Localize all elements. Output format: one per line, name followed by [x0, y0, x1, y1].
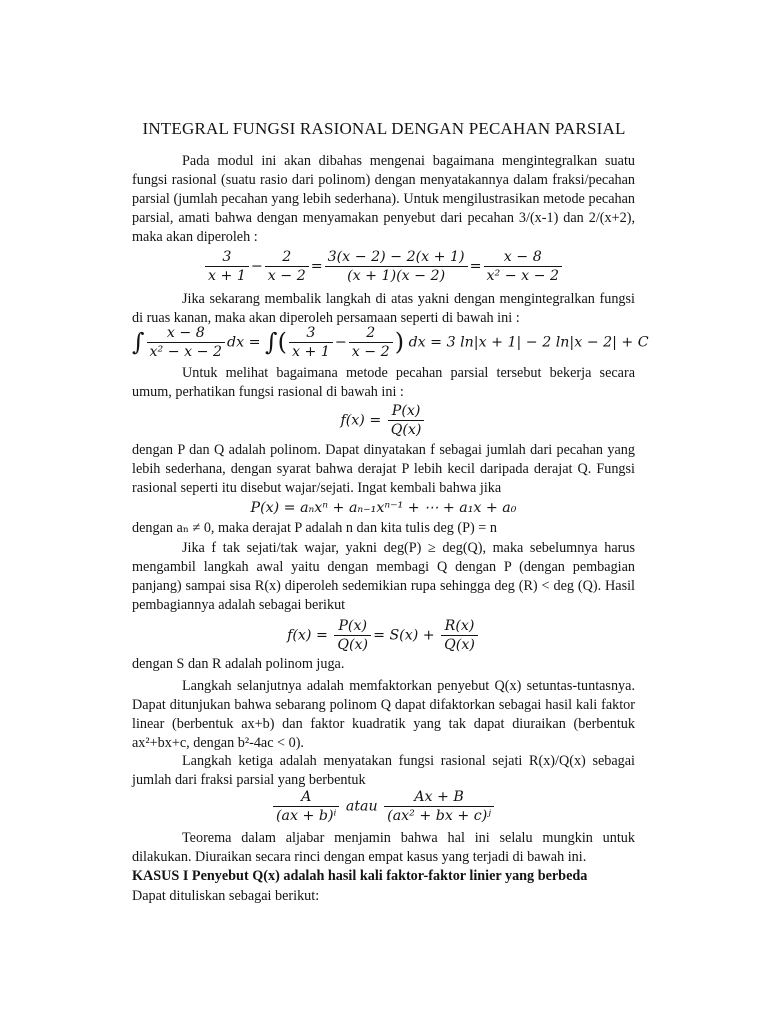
paragraph-1: Pada modul ini akan dibahas mengenai bagaimana mengintegralkan suatu fungsi rasional (suatu rasio dari polinom) dengan menyatakannya dalam fraksi/pecahan parsial (jumlah pecahan yang lebih sederhana). Untuk mengilustrasikan metode pecahan parsial, amati bahwa dengan menyamakan penyebut dari pecahan 3/(x-1) dan 2/(x+2), maka akan diperoleh : [132, 153, 635, 245]
section-heading-block [132, 867, 635, 886]
fraction-b: $\frac{2}{x - 2}$ [349, 324, 393, 361]
paragraph-11-block [132, 887, 635, 906]
paragraph-7-block [132, 655, 635, 674]
fraction-2: $\frac{2}{x - 2}$ [265, 248, 309, 285]
equation-division: f(x) = $\frac{P(x)}{Q(x)}$ = S(x) + $\frac{R(x)}{Q(x)}$ [132, 617, 635, 654]
paragraph-2-block [132, 290, 635, 328]
paragraph-intro [132, 152, 635, 247]
paragraph-10: Teorema dalam aljabar menjamin bahwa hal ini selalu mungkin untuk dilakukan. Diuraikan secara rinci dengan empat kasus yang terjadi di bawah ini. [132, 830, 635, 865]
paragraph-7: dengan S dan R adalah polinom juga. [132, 656, 345, 672]
fraction-p-over-q-2: $\frac{P(x)}{Q(x)}$ [334, 617, 371, 654]
paragraph-2: Jika sekarang membalik langkah di atas yakni dengan mengintegralkan fungsi di ruas kanan, maka akan diperoleh persamaan seperti di bawah ini : [132, 291, 635, 326]
equation-polynomial: P(x) = aₙxⁿ + aₙ₋₁xⁿ⁻¹ + ⋯ + a₁x + a₀ [250, 500, 517, 516]
fraction-a: $\frac{3}{x + 1}$ [289, 324, 333, 361]
section-heading-kasus-1: KASUS I Penyebut Q(x) adalah hasil kali faktor-faktor linier yang berbeda [132, 868, 588, 884]
fraction-3: $\frac{3(x - 2) - 2(x + 1)}{(x + 1)(x - 2)}$ [325, 248, 468, 285]
paragraph-9: Langkah ketiga adalah menyatakan fungsi rasional sejati R(x)/Q(x) sebagai jumlah dari fraksi parsial yang berbentuk [132, 753, 635, 788]
paragraph-8: Langkah selanjutnya adalah memfaktorkan penyebut Q(x) setuntas-tuntasnya. Dapat ditunjukan bahwa sebarang polinom Q dapat difaktorkan sebagai hasil kali faktor linear (berbentuk ax+b) dan faktor kuadratik yang tak dapat diuraikan (berbentuk ax²+bx+c, dengan b²-4ac < 0). [132, 678, 635, 751]
paragraph-4: dengan P dan Q adalah polinom. Dapat dinyatakan f sebagai jumlah dari pecahan yang lebih sederhana, dengan syarat bahwa derajat P lebih kecil daripada derajat Q. Fungsi rasional seperti itu disebut wajar/sejati. Ingat kembali bahwa jika [132, 442, 635, 496]
paragraph-6: Jika f tak sejati/tak wajar, yakni deg(P) ≥ deg(Q), maka sebelumnya harus mengambil langkah awal yaitu dengan membagi Q dengan P (dengan pembagian panjang) sampai sisa R(x) diperoleh sedemikian rupa sehingga deg (R) < deg (Q). Hasil pembagiannya adalah sebagai berikut [132, 540, 635, 613]
paragraph-8-block [132, 677, 635, 753]
fraction-p-over-q: $\frac{P(x)}{Q(x)}$ [388, 402, 425, 439]
paragraph-9-block [132, 752, 635, 790]
document-title: INTEGRAL FUNGSI RASIONAL DENGAN PECAHAN PARSIAL [142, 119, 626, 138]
fraction-linear-form: $\frac{A}{\text{(ax + b)ⁱ}}$ [273, 788, 339, 825]
equation-partial-fraction: $\frac{3}{x + 1}$ − $\frac{2}{x - 2}$ = $\frac{3(x - 2) - 2(x + 1)}{(x + 1)(x - 2)}$ = $\frac{x - 8}{\text{x² − x − 2}}$ [132, 248, 635, 285]
fraction-quadratic-form: $\frac{Ax + B}{\text{(ax² + bx + c)ʲ}}$ [384, 788, 494, 825]
fraction-1: $\frac{3}{x + 1}$ [205, 248, 249, 285]
fraction-r-over-q: $\frac{R(x)}{Q(x)}$ [441, 617, 478, 654]
paragraph-11: Dapat dituliskan sebagai berikut: [132, 888, 320, 904]
paragraph-10-block [132, 829, 635, 867]
paragraph-5-block [132, 519, 635, 538]
paragraph-5: dengan aₙ ≠ 0, maka derajat P adalah n dan kita tulis deg (P) = n [132, 520, 497, 536]
integrand-fraction: $\frac{x - 8}{\text{x² − x − 2}}$ [147, 324, 226, 361]
fraction-4: $\frac{x - 8}{\text{x² − x − 2}}$ [484, 248, 563, 285]
equation-partial-forms: $\frac{A}{\text{(ax + b)ⁱ}}$ atau $\frac{Ax + B}{\text{(ax² + bx + c)ʲ}}$ [132, 788, 635, 825]
paragraph-6-block [132, 539, 635, 615]
paragraph-4-block [132, 441, 635, 498]
paragraph-3-block [132, 364, 635, 402]
paragraph-3: Untuk melihat bagaimana metode pecahan parsial tersebut bekerja secara umum, perhatikan fungsi rasional di bawah ini : [132, 365, 635, 400]
equation-integral: ∫ $\frac{x - 8}{\text{x² − x − 2}}$ dx = ∫( $\frac{3}{x + 1}$ − $\frac{2}{x - 2}$ ) dx = 3 ln|x + 1| − 2 ln|x − 2| + C [132, 325, 649, 360]
equation-rational-function: f(x) = $\frac{P(x)}{Q(x)}$ [132, 402, 635, 439]
